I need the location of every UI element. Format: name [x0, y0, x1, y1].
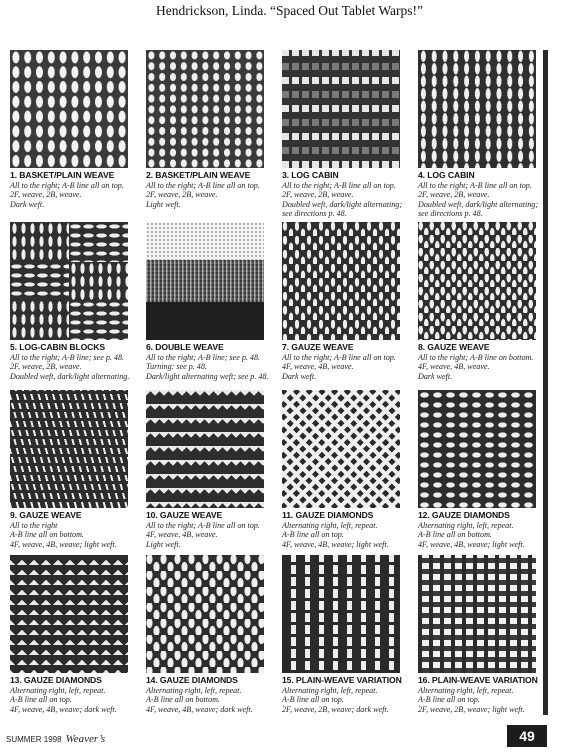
swatch-desc-line: Doubled weft, dark/light alternating.: [10, 371, 130, 381]
swatch-desc-line: 4F, weave, 4B, weave.: [282, 362, 354, 372]
swatch-item: [282, 50, 410, 219]
swatch-item: [146, 50, 274, 209]
weave-swatch-image: [418, 222, 536, 340]
swatch-desc-line: A-B line all on top.: [282, 695, 344, 705]
swatch-desc-line: All to the right; A-B line all on top.: [282, 352, 396, 362]
swatch-item: [10, 222, 138, 381]
swatch-block: [10, 222, 69, 262]
weave-swatch-image: [282, 555, 400, 673]
swatch-desc-line: 4F, weave, 4B, weave; dark weft.: [10, 704, 117, 714]
swatch-desc-line: Alternating right, left, repeat.: [10, 685, 106, 695]
swatch-desc-line: see directions p. 48.: [418, 209, 483, 219]
swatch-desc-line: 2F, weave, 2B, weave.: [10, 190, 82, 200]
weave-swatch-image: [418, 555, 536, 673]
swatch-desc-line: see directions p. 48.: [282, 209, 347, 219]
swatch-title: 1. BASKET/PLAIN WEAVE: [10, 170, 115, 180]
swatch-desc-line: 2F, weave, 2B, weave.: [10, 362, 82, 372]
swatch-desc-line: All to the right; A-B line; see p. 48.: [10, 352, 125, 362]
swatch-title: 9. GAUZE WEAVE: [10, 510, 82, 520]
double-weave-mixed-layer: [146, 260, 264, 302]
swatch-desc-line: A-B line all on top.: [418, 695, 480, 705]
swatch-title: 12. GAUZE DIAMONDS: [418, 510, 510, 520]
swatch-desc-line: A-B line all on top.: [282, 530, 344, 540]
swatch-desc-line: All to the right; A-B line all on top.: [146, 180, 260, 190]
swatch-desc-line: A-B line all on bottom.: [146, 695, 220, 705]
swatch-item: [146, 222, 274, 381]
swatch-title: 16. PLAIN-WEAVE VARIATION: [418, 675, 538, 685]
swatch-title: 14. GAUZE DIAMONDS: [146, 675, 238, 685]
weave-swatch-image: [10, 390, 128, 508]
swatch-block: [69, 222, 128, 262]
swatch-desc-line: 4F, weave, 4B, weave.: [418, 362, 490, 372]
swatch-desc-line: Dark weft.: [282, 371, 317, 381]
swatch-item: [10, 50, 138, 209]
page-number: 49: [519, 728, 535, 744]
swatch-title: 15. PLAIN-WEAVE VARIATION: [282, 675, 402, 685]
swatch-desc-line: A-B line all on top.: [10, 695, 72, 705]
weave-swatch-image: [146, 555, 264, 673]
swatch-desc-line: Dark weft.: [10, 199, 45, 209]
weave-swatch-image: [10, 50, 128, 168]
swatch-item: [282, 222, 410, 381]
page-header: Hendrickson, Linda. “Spaced Out Tablet Warps!”: [155, 3, 423, 18]
swatch-desc-line: Alternating right, left, repeat.: [146, 685, 242, 695]
swatch-title: 10. GAUZE WEAVE: [146, 510, 223, 520]
swatch-title: 2. BASKET/PLAIN WEAVE: [146, 170, 251, 180]
swatch-title: 7. GAUZE WEAVE: [282, 342, 354, 352]
swatch-desc-line: Light weft.: [146, 539, 181, 549]
swatch-desc-line: Doubled weft, dark/light alternating;: [282, 199, 403, 209]
swatch-desc-line: 4F, weave, 4B, weave.: [146, 530, 218, 540]
swatch-item: [146, 555, 274, 714]
swatch-title: 5. LOG-CABIN BLOCKS: [10, 342, 106, 352]
swatch-desc-line: All to the right; A-B line all on top.: [282, 180, 396, 190]
swatch-desc-line: 4F, weave, 4B, weave; light weft.: [418, 539, 525, 549]
swatch-block: [10, 262, 69, 300]
swatch-title: 6. DOUBLE WEAVE: [146, 342, 224, 352]
swatch-desc-line: All to the right; A-B line all on top.: [10, 180, 124, 190]
swatch-item: [418, 555, 546, 714]
swatch-desc-line: All to the right; A-B line all on top.: [146, 520, 260, 530]
swatch-desc-line: Dark weft.: [418, 371, 453, 381]
swatch-desc-line: 2F, weave, 2B, weave; dark weft.: [282, 704, 389, 714]
swatch-desc-line: 2F, weave, 2B, weave.: [282, 190, 354, 200]
weave-swatch-image: [146, 222, 264, 340]
weave-swatch-image: [418, 390, 536, 508]
weave-swatch-image: [146, 50, 264, 168]
footer-issue: SUMMER 1998: [6, 735, 62, 744]
weave-swatch-image: [418, 50, 536, 168]
swatch-desc-line: All to the right: [10, 520, 58, 530]
swatch-item: [418, 50, 546, 219]
swatch-desc-line: Turning: see p. 48.: [146, 362, 207, 372]
swatch-title: 4. LOG CABIN: [418, 170, 475, 180]
page-footer: [6, 733, 105, 745]
weave-swatch-image: [146, 390, 264, 508]
swatch-desc-line: 2F, weave, 2B, weave.: [418, 190, 490, 200]
swatch-desc-line: 4F, weave, 4B, weave; light weft.: [282, 539, 389, 549]
swatch-title: 8. GAUZE WEAVE: [418, 342, 490, 352]
swatch-desc-line: Alternating right, left, repeat.: [282, 520, 378, 530]
double-weave-dark-layer: [146, 302, 264, 340]
swatch-desc-line: All to the right; A-B line on bottom.: [418, 352, 534, 362]
weave-swatch-image: [282, 390, 400, 508]
swatch-block: [69, 300, 128, 340]
weave-swatch-image: [10, 222, 128, 340]
swatch-desc-line: Light weft.: [146, 199, 181, 209]
swatch-grid: [10, 50, 542, 725]
footer-magazine: Weaver’s: [65, 733, 106, 745]
swatch-desc-line: All to the right; A-B line; see p. 48.: [146, 352, 261, 362]
swatch-item: [10, 555, 138, 714]
swatch-desc-line: 2F, weave, 2B, weave; light weft.: [418, 704, 525, 714]
swatch-desc-line: Alternating right, left, repeat.: [418, 685, 514, 695]
swatch-item: [418, 390, 546, 549]
swatch-item: [282, 555, 410, 714]
swatch-title: 13. GAUZE DIAMONDS: [10, 675, 102, 685]
double-weave-light-layer: [146, 222, 264, 260]
swatch-desc-line: A-B line all on bottom.: [418, 530, 492, 540]
swatch-desc-line: All to the right; A-B line all on top.: [418, 180, 532, 190]
weave-swatch-image: [10, 555, 128, 673]
swatch-title: 11. GAUZE DIAMONDS: [282, 510, 374, 520]
swatch-desc-line: Dark/light alternating weft; see p. 48.: [146, 371, 269, 381]
swatch-desc-line: Alternating right, left, repeat.: [418, 520, 514, 530]
swatch-desc-line: 4F, weave, 4B, weave; dark weft.: [146, 704, 253, 714]
swatch-desc-line: A-B line all on bottom.: [10, 530, 84, 540]
swatch-desc-line: 2F, weave, 2B, weave.: [146, 190, 218, 200]
swatch-desc-line: Doubled weft, dark/light alternating;: [418, 199, 539, 209]
swatch-title: 3. LOG CABIN: [282, 170, 339, 180]
weave-swatch-image: [282, 222, 400, 340]
swatch-desc-line: Alternating right, left, repeat.: [282, 685, 378, 695]
swatch-desc-line: 4F, weave, 4B, weave; light weft.: [10, 539, 117, 549]
swatch-item: [282, 390, 410, 549]
weave-swatch-image: [282, 50, 400, 168]
swatch-item: [418, 222, 546, 381]
swatch-block: [10, 300, 69, 340]
swatch-item: [146, 390, 274, 549]
swatch-block: [69, 262, 128, 300]
swatch-item: [10, 390, 138, 549]
